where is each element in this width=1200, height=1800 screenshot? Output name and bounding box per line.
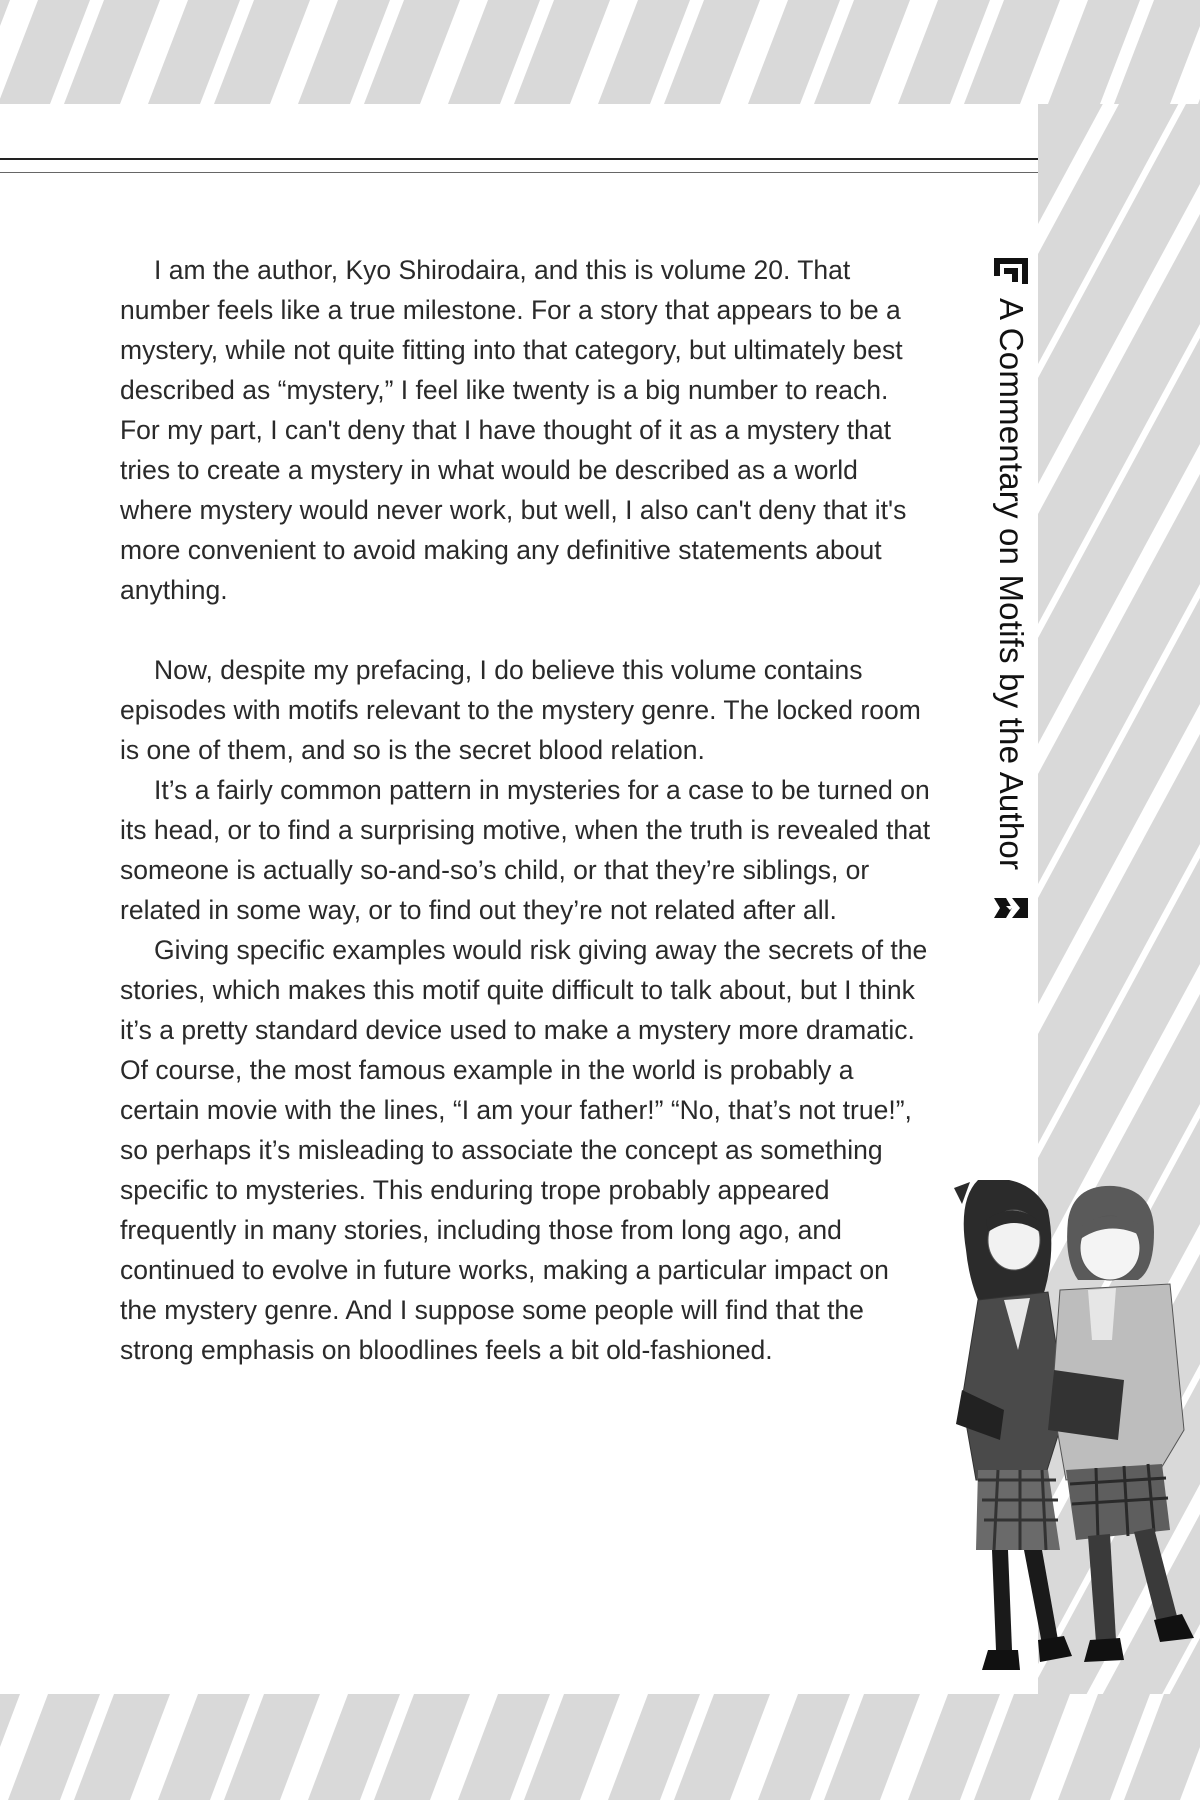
right-character	[1048, 1186, 1194, 1662]
paragraph: Now, despite my prefacing, I do believe this volume contains episodes with motifs relevant to the mystery genre. The locked room is one of them, and so is the secret blood relation.	[120, 655, 921, 765]
bracket-ornament-icon	[992, 256, 1030, 286]
header-rule-thin	[0, 172, 1038, 173]
paragraph: It’s a fairly common pattern in mysteries for a case to be turned on its head, or to find a surprising motive, when the truth is revealed that someone is actually so-and-so’s child, or that they’re siblings, or related in some way, or to find out they’re not related after all.	[120, 775, 931, 925]
paragraph: I am the author, Kyo Shirodaira, and this is volume 20. That number feels like a true milestone. For a story that appears to be a mystery, while not quite fitting into that category, but ultimately best described as “mystery,” I feel like twenty is a big number to reach. For my part, I can't deny that I have thought of it as a mystery that tries to create a mystery in what would be described as a world where mystery would never work, but well, I also can't deny that it's more convenient to avoid making any definitive statements about anything.	[120, 255, 907, 605]
commentary-body	[120, 250, 932, 1370]
top-stripe-band	[0, 0, 1200, 104]
diagonal-stripes	[0, 0, 1200, 104]
two-schoolgirls-illustration	[948, 1180, 1200, 1700]
vertical-heading	[985, 256, 1037, 921]
heading-text: A Commentary on Motifs by the Author	[993, 298, 1030, 871]
diagonal-stripes	[0, 1694, 1200, 1800]
paragraph: Giving specific examples would risk giving away the secrets of the stories, which makes this motif quite difficult to talk about, but I think it’s a pretty standard device used to make a mystery more dramatic. Of course, the most famous example in the world is probably a certain movie with the lines, “I am your father!” “No, that’s not true!”, so perhaps it’s misleading to associate the concept as something specific to mysteries. This enduring trope probably appeared frequently in many stories, including those from long ago, and continued to evolve in future works, making a particular impact on the mystery genre. And I suppose some people will find that the strong emphasis on bloodlines feels a bit old-fashioned.	[120, 935, 928, 1365]
bracket-ornament-icon	[992, 896, 1030, 920]
bottom-stripe-band	[0, 1694, 1200, 1800]
header-rule	[0, 158, 1038, 160]
